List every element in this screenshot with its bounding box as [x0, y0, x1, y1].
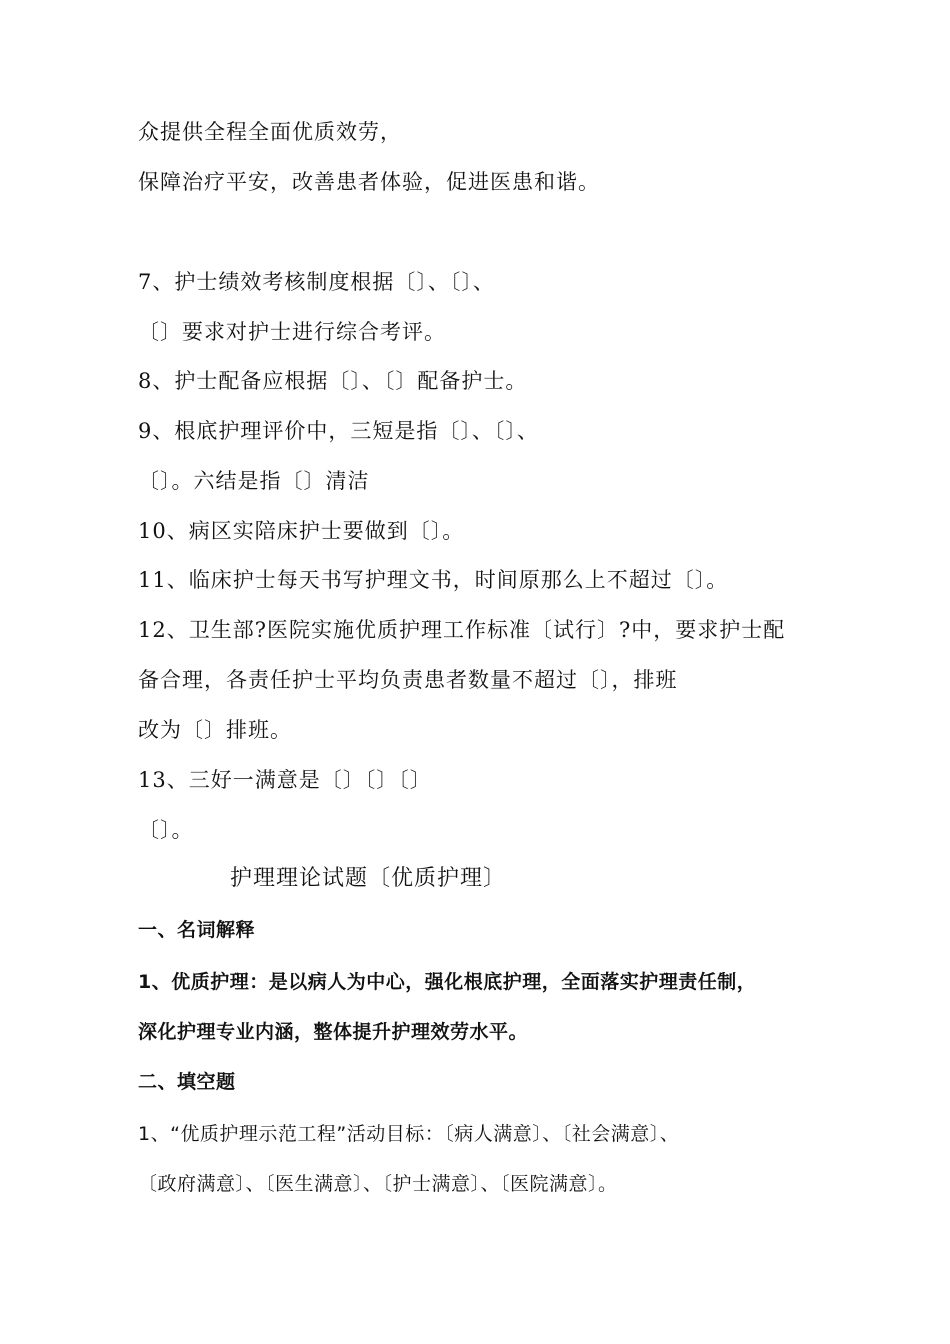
question-7-line2: 〔〕要求对护士进行综合考评。 — [138, 320, 446, 344]
section-title: 护理理论试题〔优质护理〕 — [230, 866, 507, 891]
question-7-line1: 7、护士绩效考核制度根据〔〕、〔〕、 — [138, 270, 495, 294]
question-10: 10、病区实陪床护士要做到〔〕。 — [138, 519, 465, 543]
part1-question1-line1: 1、优质护理：是以病人为中心，强化根底护理，全面落实护理责任制， — [138, 971, 757, 993]
question-9-line1: 9、根底护理评价中，三短是指〔〕、〔〕、 — [138, 419, 539, 443]
part1-question1-line2: 深化护理专业内涵，整体提升护理效劳水平。 — [138, 1021, 529, 1043]
question-12-line2: 备合理，各责任护士平均负责患者数量不超过〔〕，排班 — [138, 668, 678, 692]
text-line: 众提供全程全面优质效劳， — [138, 120, 402, 144]
question-12-line3: 改为〔〕排班。 — [138, 718, 292, 742]
question-11: 11、临床护士每天书写护理文书，时间原那么上不超过〔〕。 — [138, 568, 729, 592]
question-8: 8、护士配备应根据〔〕、〔〕配备护士。 — [138, 369, 528, 393]
part2-question1-line2: 〔政府满意〕、〔医生满意〕、〔护士满意〕、〔医院满意〕。 — [138, 1173, 618, 1195]
part1-heading: 一、名词解释 — [138, 919, 256, 941]
part2-question1-line1: 1、“优质护理示范工程”活动目标：〔病人满意〕、〔社会满意〕、 — [138, 1123, 680, 1145]
part2-heading: 二、填空题 — [138, 1071, 236, 1093]
question-9-line2: 〔〕。六结是指〔〕清洁 — [138, 469, 370, 493]
question-13-line1: 13、三好一满意是〔〕〔〕〔〕 — [138, 768, 432, 792]
question-13-line2: 〔〕。 — [138, 818, 194, 842]
text-line: 保障治疗平安，改善患者体验，促进医患和谐。 — [138, 170, 600, 194]
question-12-line1: 12、卫生部?医院实施优质护理工作标准〔试行〕?中，要求护士配 — [138, 618, 786, 642]
